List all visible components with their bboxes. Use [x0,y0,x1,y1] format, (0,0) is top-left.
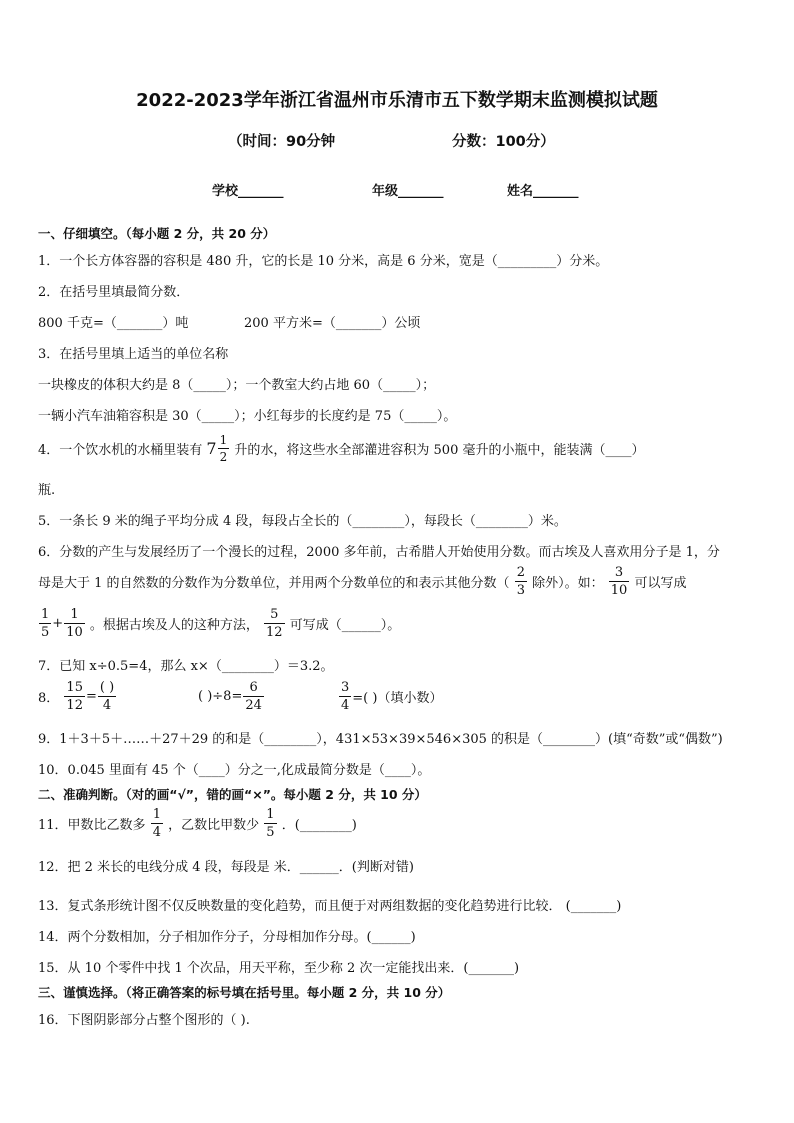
q8-division: ( )÷8= [198,689,243,704]
q6-text-a: 母是大于 1 的自然数的分数作为分数单位，并用两个分数单位的和表示其他分数（ [38,576,510,591]
plus-sign: + [52,616,64,631]
numerator: 1 [152,807,161,822]
fraction-1-5 [39,608,51,639]
q11-text-b: ，乙数比甲数少 [168,818,260,833]
question-3-stem: 3．在括号里填上适当的单位名称 [38,347,229,362]
q6-text-c: 可以写成 [634,576,687,591]
question-3-line1: 一块橡皮的体积大约是 8（_____）；一个教室大约占地 60（_____）； [38,378,436,393]
section-2-heading: 二、准确判断。（对的画“√”，错的画“×”。每小题 2 分，共 10 分） [38,787,427,802]
question-10: 10．0.045 里面有 45 个（____）分之一,化成最简分数是（____）。 [38,763,431,778]
q6-text-d: 。根据古埃及人的这种方法， [89,618,259,633]
grade-field: 年级_______ [372,184,444,199]
name-field: 姓名_______ [507,184,579,199]
question-16: 16．下图阴影部分占整个图形的（ ). [38,1013,250,1028]
mixed-whole: 7 [206,439,217,458]
denominator: 10 [66,625,83,640]
denominator: 12 [266,625,283,640]
numerator: 5 [264,608,285,624]
question-4 [38,434,644,463]
numerator: 15 [66,680,83,695]
question-13: 13．复式条形统计图不仅反映数量的变化趋势，而且便于对两组数据的变化趋势进行比较． (_______) [38,899,622,914]
fraction-3-10 [609,566,630,597]
fraction-5-12 [264,608,285,639]
fraction-blank-4 [98,681,116,712]
denominator: 12 [66,698,83,713]
school-field: 学校_______ [212,184,284,199]
question-7: 7．已知 x÷0.5=4，那么 x×（________）＝3.2。 [38,659,334,674]
q8-decimal-blank: =( )（填小数） [352,691,443,706]
numerator: 3 [609,566,630,582]
question-6-line2 [38,566,686,597]
fraction-1-4 [151,808,163,839]
denominator: 4 [152,825,161,840]
equals-sign: = [85,689,97,704]
page-title: 2022-2023学年浙江省温州市乐清市五下数学期末监测模拟试题 [136,90,658,111]
question-8 [38,681,117,712]
numerator: 2 [516,565,525,580]
q6-text-b: 除外）。如： [532,576,604,591]
denominator: 5 [41,625,50,640]
question-4-line2: 瓶. [38,483,56,498]
question-2-stem: 2．在括号里填最简分数． [38,285,190,300]
numerator: 1 [41,607,50,622]
question-8-c [338,681,442,712]
q11-text-c: ．(________) [281,818,357,833]
question-14: 14．两个分数相加，分子相加作分子，分母相加作分母。(______) [38,930,416,945]
denominator: 24 [245,698,262,713]
denominator: 10 [610,583,628,598]
fraction-3-4 [339,681,351,712]
fraction-6-24 [243,681,264,712]
denominator: 4 [341,698,350,713]
question-8-b [198,681,265,712]
section-1-heading: 一、仔细填空。（每小题 2 分，共 20 分） [38,226,276,241]
numerator: 6 [243,681,264,697]
mixed-denominator: 2 [219,450,228,464]
question-2-b: 200 平方米=（_______）公顷 [244,316,421,331]
question-5: 5．一条长 9 米的绳子平均分成 4 段，每段占全长的（________），每段长（________）米。 [38,514,567,529]
numerator: 1 [64,608,85,624]
numerator: 1 [266,807,275,822]
section-3-heading: 三、谨慎选择。（将正确答案的标号填在括号里。每小题 2 分，共 10 分） [38,985,451,1000]
exam-time: （时间：90分钟 [228,134,336,150]
question-1: 1．一个长方体容器的容积是 480 升，它的长是 10 分米，高是 6 分米，宽是（_________）分米。 [38,254,609,269]
question-15: 15．从 10 个零件中找 1 个次品，用天平称，至少称 2 次一定能找出来．(_______) [38,961,520,976]
denominator: 4 [102,698,112,713]
question-6-line1: 6．分数的产生与发展经历了一个漫长的过程，2000 多年前，古希腊人开始使用分数。而古埃及人喜欢用分子是 1，分 [38,545,720,560]
q6-text-e: 可写成（______）。 [289,618,401,633]
question-11 [38,808,357,839]
exam-score: 分数：100分） [452,134,555,150]
q11-text-a: 11．甲数比乙数多 [38,818,146,833]
fraction-1-5 [264,808,276,839]
fraction-2-3 [515,566,527,597]
question-12: 12．把 2 米长的电线分成 4 段，每段是 米．______．(判断对错) [38,860,414,875]
numerator: 3 [341,680,350,695]
denominator: 5 [266,825,275,840]
numerator: ( ) [99,680,115,695]
fraction-15-12 [64,681,85,712]
question-2-a: 800 千克=（_______）吨 [38,316,189,331]
mixed-numerator: 1 [219,433,228,447]
question-3-line2: 一辆小汽车油箱容积是 30（_____）；小红每步的长度约是 75（_____）。 [38,409,457,424]
question-9: 9．1＋3＋5＋……＋27＋29 的和是（________），431×53×39×546×305 的积是（________）(填“奇数”或“偶数”) [38,732,723,747]
question-6-line3 [38,608,400,639]
question-4-after: 升的水，将这些水全部灌进容积为 500 毫升的小瓶中，能装满（____） [234,443,645,458]
question-4-mixed-number [206,434,230,463]
fraction-1-10 [64,608,85,639]
q8-label: 8． [38,691,60,706]
question-4-before: 4．一个饮水机的水桶里装有 [38,443,203,458]
denominator: 3 [516,583,525,598]
